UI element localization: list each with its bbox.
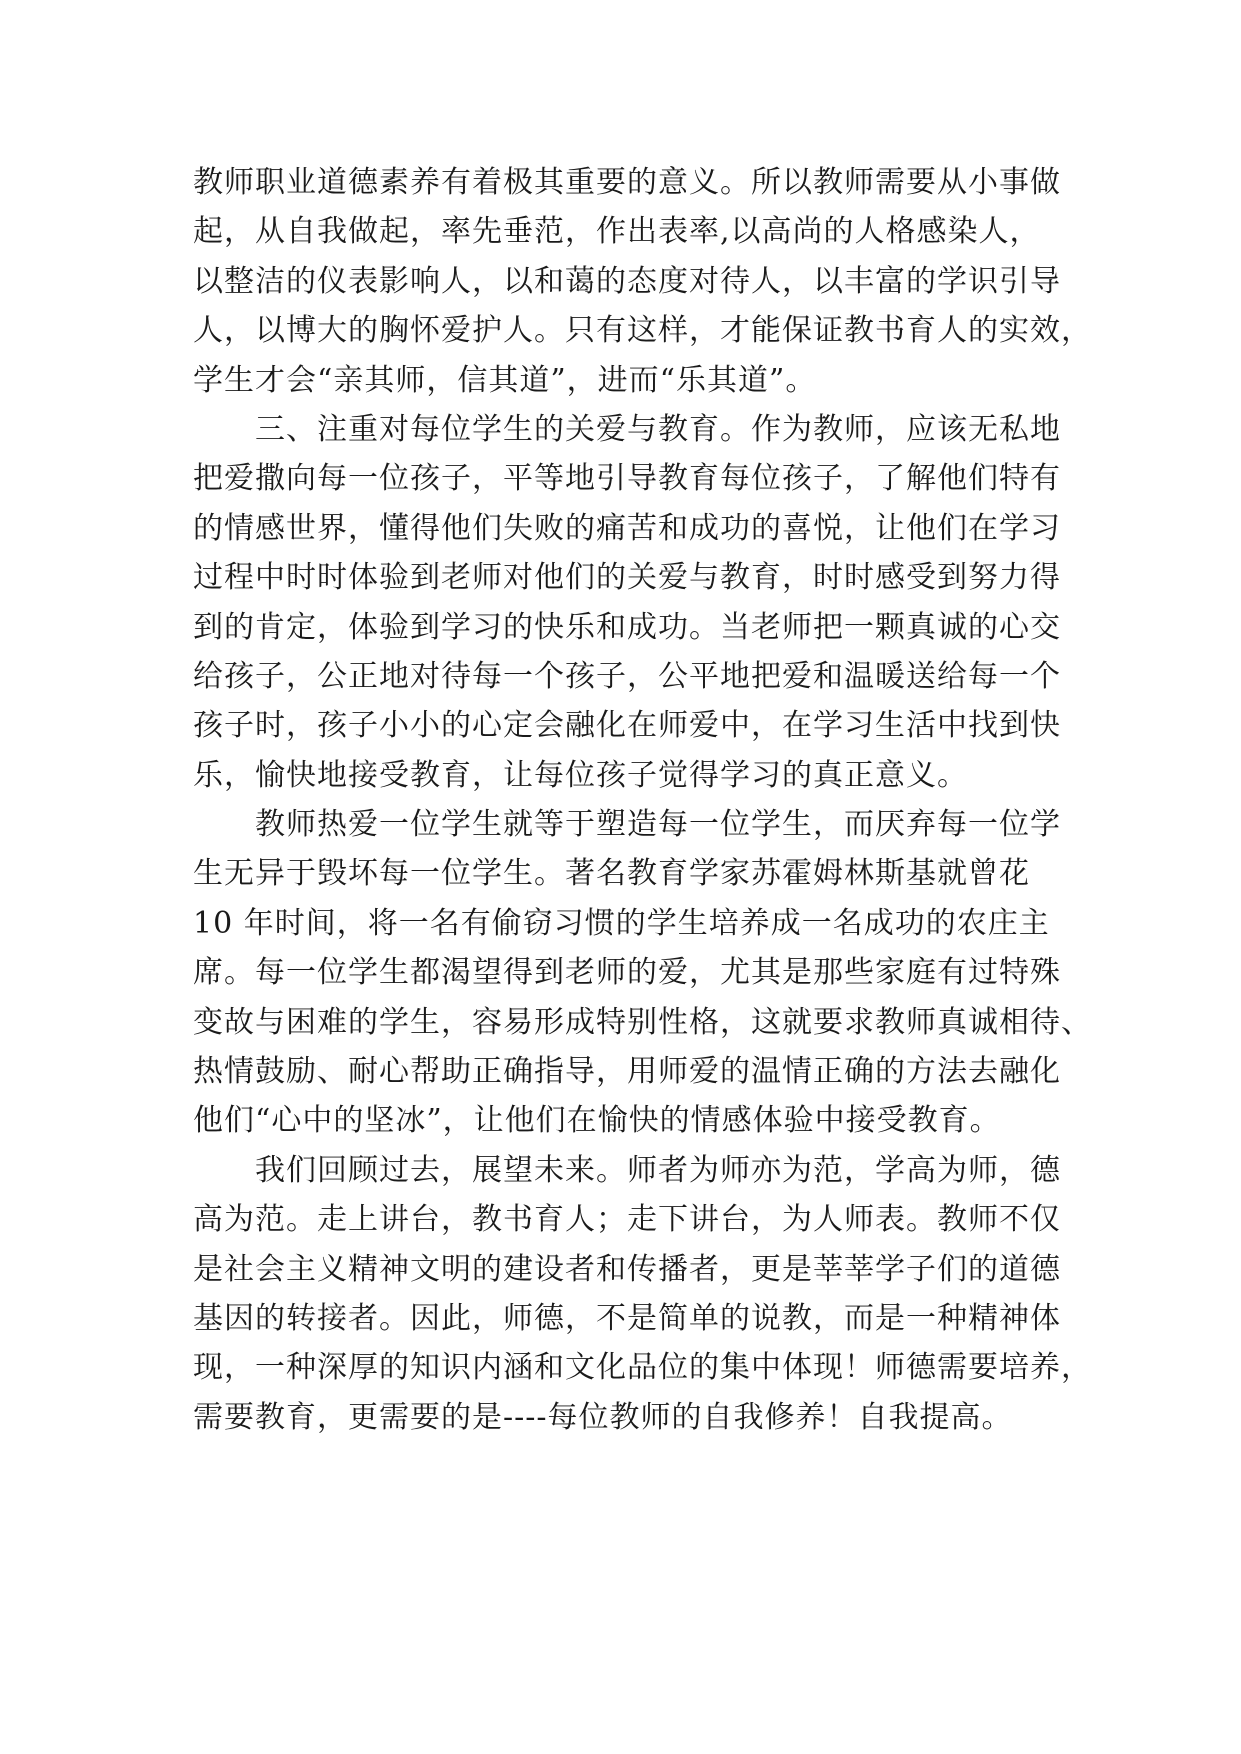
paragraph-first-line: 教师热爱一位学生就等于塑造每一位学生，而厌弃每一位学 [255, 807, 1061, 843]
text-line: 教师职业道德素养有着极其重要的意义。所以教师需要从小事做 [193, 165, 1061, 200]
text-line: 生无异于毁坏每一位学生。著名教育学家苏霍姆林斯基就曾花 [193, 856, 1030, 892]
text-line: 需要教育，更需要的是----每位教师的自我修养！自我提高。 [193, 1399, 1013, 1435]
text-line: 乐，愉快地接受教育，让每位孩子觉得学习的真正意义。 [193, 757, 968, 793]
text-line: 起，从自我做起，率先垂范，作出表率,以高尚的人格感染人， [193, 214, 1041, 250]
text-line: 是社会主义精神文明的建设者和传播者，更是莘莘学子们的道德 [193, 1251, 1061, 1287]
text-line: 10 年时间，将一名有偷窃习惯的学生培养成一名成功的农庄主 [193, 905, 1050, 941]
text-line: 热情鼓励、耐心帮助正确指导，用师爱的温情正确的方法去融化 [193, 1054, 1061, 1090]
body-text [193, 158, 1092, 1442]
text-line: 高为范。走上讲台，教书育人；走下讲台，为人师表。教师不仅 [193, 1202, 1061, 1238]
text-line: 过程中时时体验到老师对他们的关爱与教育，时时感受到努力得 [193, 560, 1061, 596]
text-line: 学生才会“亲其师，信其道”，进而“乐其道”。 [193, 362, 817, 398]
text-line: 基因的转接者。因此，师德，不是简单的说教，而是一种精神体 [193, 1300, 1061, 1336]
paragraph-first-line: 我们回顾过去，展望未来。师者为师亦为范，学高为师，德 [255, 1152, 1061, 1188]
paragraph-first-line: 三、注重对每位学生的关爱与教育。作为教师，应该无私地 [255, 411, 1061, 447]
text-line: 人，以博大的胸怀爱护人。只有这样，才能保证教书育人的实效， [193, 313, 1092, 349]
text-line: 到的肯定，体验到学习的快乐和成功。当老师把一颗真诚的心交 [193, 609, 1061, 645]
text-line: 把爱撒向每一位孩子，平等地引导教育每位孩子，了解他们特有 [193, 461, 1061, 497]
text-line: 变故与困难的学生，容易形成特别性格，这就要求教师真诚相待、 [193, 1004, 1092, 1040]
text-line: 席。每一位学生都渴望得到老师的爱，尤其是那些家庭有过特殊 [193, 955, 1061, 991]
text-line: 他们“心中的坚冰”，让他们在愉快的情感体验中接受教育。 [193, 1103, 1001, 1139]
text-line: 以整洁的仪表影响人，以和蔼的态度对待人，以丰富的学识引导 [193, 263, 1061, 299]
text-line: 的情感世界，懂得他们失败的痛苦和成功的喜悦，让他们在学习 [193, 510, 1061, 546]
text-line: 现，一种深厚的知识内涵和文化品位的集中体现！师德需要培养， [193, 1350, 1092, 1386]
text-line: 给孩子，公正地对待每一个孩子，公平地把爱和温暖送给每一个 [193, 658, 1061, 694]
text-line: 孩子时，孩子小小的心定会融化在师爱中，在学习生活中找到快 [193, 708, 1061, 744]
